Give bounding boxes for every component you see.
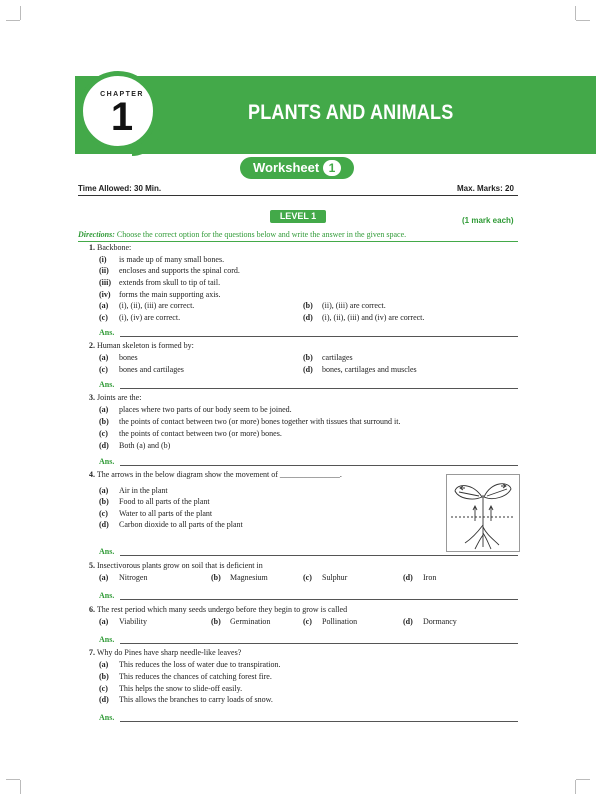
answer-line[interactable] — [120, 643, 518, 644]
answer-line[interactable] — [120, 721, 518, 722]
time-allowed: Time Allowed: 30 Min. — [78, 184, 162, 193]
worksheet-number: 1 — [323, 160, 341, 176]
statement-text: extends from skull to tip of tail. — [119, 278, 221, 287]
option-marker: (d) — [99, 695, 109, 704]
option-marker: (a) — [99, 660, 109, 669]
arrow-left-icon — [460, 486, 465, 490]
option-marker: (b) — [99, 672, 109, 681]
worksheet-badge — [240, 157, 354, 179]
option-text: Food to all parts of the plant — [119, 497, 210, 506]
question-7 — [89, 648, 241, 658]
question-number: 1. — [89, 243, 95, 252]
option-text: Dormancy — [423, 617, 457, 626]
option-text: the points of contact between two (or more) bones together with tissues that surround it. — [119, 417, 401, 426]
answer-line[interactable] — [120, 465, 518, 466]
answer-line[interactable] — [120, 336, 518, 337]
question-2 — [89, 341, 194, 351]
option-text: Nitrogen — [119, 573, 148, 582]
question-5 — [89, 561, 263, 571]
answer-line[interactable] — [120, 388, 518, 389]
option-marker: (d) — [403, 617, 413, 626]
question-number: 2. — [89, 341, 95, 350]
option-marker: (b) — [211, 617, 221, 626]
question-text: Backbone: — [97, 243, 132, 252]
crop-mark — [575, 6, 576, 20]
crop-mark — [6, 20, 20, 21]
answer-line[interactable] — [120, 555, 518, 556]
leaf-vein — [459, 492, 479, 496]
worksheet-label: Worksheet — [253, 160, 320, 175]
plant-diagram-drawing — [447, 475, 519, 551]
option-marker: (c) — [99, 509, 108, 518]
option-marker: (b) — [211, 573, 221, 582]
option-text: bones — [119, 353, 138, 362]
option-marker: (c) — [99, 365, 108, 374]
option-text: (ii), (iii) are correct. — [322, 301, 386, 310]
option-text: Water to all parts of the plant — [119, 509, 213, 518]
question-text: The arrows in the below diagram show the movement of _______________. — [96, 470, 342, 479]
option-text: places where two parts of our body seem to be joined. — [119, 405, 292, 414]
answer-label: Ans. — [99, 635, 115, 644]
max-marks: Max. Marks: 20 — [457, 184, 514, 193]
chapter-title: PLANTS AND ANIMALS — [248, 101, 454, 124]
answer-label: Ans. — [99, 591, 115, 600]
arrow-right-icon — [501, 484, 506, 488]
answer-label: Ans. — [99, 328, 115, 337]
crop-mark — [6, 779, 20, 780]
option-text: the points of contact between two (or more) bones. — [119, 429, 282, 438]
option-marker: (c) — [303, 617, 312, 626]
level-badge: LEVEL 1 — [270, 210, 326, 223]
plant-leaf-right — [484, 484, 511, 499]
crop-mark — [576, 20, 590, 21]
option-marker: (a) — [99, 486, 109, 495]
question-number: 4. — [89, 470, 95, 479]
plant-root — [465, 525, 483, 543]
option-text: Both (a) and (b) — [119, 441, 171, 450]
option-text: (i), (iv) are correct. — [119, 313, 181, 322]
question-number: 5. — [89, 561, 95, 570]
option-marker: (c) — [99, 313, 108, 322]
option-text: Air in the plant — [119, 486, 168, 495]
option-marker: (a) — [99, 405, 109, 414]
crop-mark — [575, 780, 576, 794]
option-text: cartilages — [322, 353, 353, 362]
directions-rule — [78, 241, 518, 242]
option-marker: (d) — [99, 441, 109, 450]
marks-each: (1 mark each) — [462, 216, 514, 225]
question-3 — [89, 393, 141, 403]
question-number: 3. — [89, 393, 95, 402]
statement-text: encloses and supports the spinal cord. — [119, 266, 240, 275]
answer-label: Ans. — [99, 457, 115, 466]
option-marker: (d) — [99, 520, 109, 529]
crop-mark — [576, 779, 590, 780]
crop-mark — [20, 6, 21, 20]
option-marker: (a) — [99, 301, 109, 310]
option-text: Iron — [423, 573, 437, 582]
question-text: The rest period which many seeds undergo before they begin to grow is called — [96, 605, 348, 614]
option-marker: (c) — [99, 684, 108, 693]
option-marker: (b) — [99, 497, 109, 506]
question-number: 7. — [89, 648, 95, 657]
option-marker: (a) — [99, 573, 109, 582]
question-number: 6. — [89, 605, 95, 614]
option-text: This reduces the chances of catching forest fire. — [119, 672, 272, 681]
answer-line[interactable] — [120, 599, 518, 600]
statement-text: is made up of many small bones. — [119, 255, 225, 264]
plant-root — [483, 527, 499, 545]
leaf-vein — [487, 489, 507, 496]
option-text: (i), (ii), (iii) and (iv) are correct. — [322, 313, 425, 322]
arrow-up-icon — [473, 506, 477, 521]
option-text: Germination — [230, 617, 271, 626]
statement-marker: (ii) — [99, 266, 109, 275]
statement-marker: (iii) — [99, 278, 111, 287]
option-marker: (a) — [99, 353, 109, 362]
chapter-label: CHAPTER — [100, 91, 144, 98]
question-1 — [89, 243, 131, 253]
option-text: Viability — [119, 617, 147, 626]
crop-mark — [20, 780, 21, 794]
option-text: bones, cartilages and muscles — [322, 365, 417, 374]
option-text: This reduces the loss of water due to transpiration. — [119, 660, 281, 669]
option-marker: (d) — [303, 313, 313, 322]
statement-marker: (iv) — [99, 290, 111, 299]
plant-root — [475, 535, 483, 549]
option-marker: (a) — [99, 617, 109, 626]
header-rule — [78, 195, 518, 196]
directions-label: Directions: — [78, 230, 115, 239]
option-text: Pollination — [322, 617, 358, 626]
statement-marker: (i) — [99, 255, 107, 264]
question-text: Insectivorous plants grow on soil that is deficient in — [97, 561, 263, 570]
option-text: Carbon dioxide to all parts of the plant — [119, 520, 243, 529]
question-4 — [89, 470, 342, 480]
answer-label: Ans. — [99, 713, 115, 722]
plant-diagram — [446, 474, 520, 552]
option-text: This allows the branches to carry loads of snow. — [119, 695, 273, 704]
plant-root — [483, 533, 491, 549]
option-marker: (c) — [303, 573, 312, 582]
answer-label: Ans. — [99, 380, 115, 389]
directions-text: Choose the correct option for the questions below and write the answer in the given space. — [114, 230, 407, 239]
option-marker: (d) — [303, 365, 313, 374]
option-marker: (d) — [403, 573, 413, 582]
question-6 — [89, 605, 347, 615]
question-text: Joints are the: — [97, 393, 142, 402]
statement-text: forms the main supporting axis. — [119, 290, 221, 299]
option-marker: (b) — [303, 301, 313, 310]
chapter-number: 1 — [110, 95, 134, 139]
option-text: bones and cartilages — [119, 365, 184, 374]
option-text: Sulphur — [322, 573, 348, 582]
option-marker: (b) — [303, 353, 313, 362]
option-text: (i), (ii), (iii) are correct. — [119, 301, 195, 310]
option-marker: (c) — [99, 429, 108, 438]
option-text: This helps the snow to slide-off easily. — [119, 684, 243, 693]
answer-label: Ans. — [99, 547, 115, 556]
option-marker: (b) — [99, 417, 109, 426]
arrow-up-icon — [489, 506, 493, 521]
question-text: Why do Pines have sharp needle-like leaves? — [96, 648, 242, 657]
question-text: Human skeleton is formed by: — [97, 341, 194, 350]
option-text: Magnesium — [230, 573, 268, 582]
directions — [78, 230, 406, 239]
